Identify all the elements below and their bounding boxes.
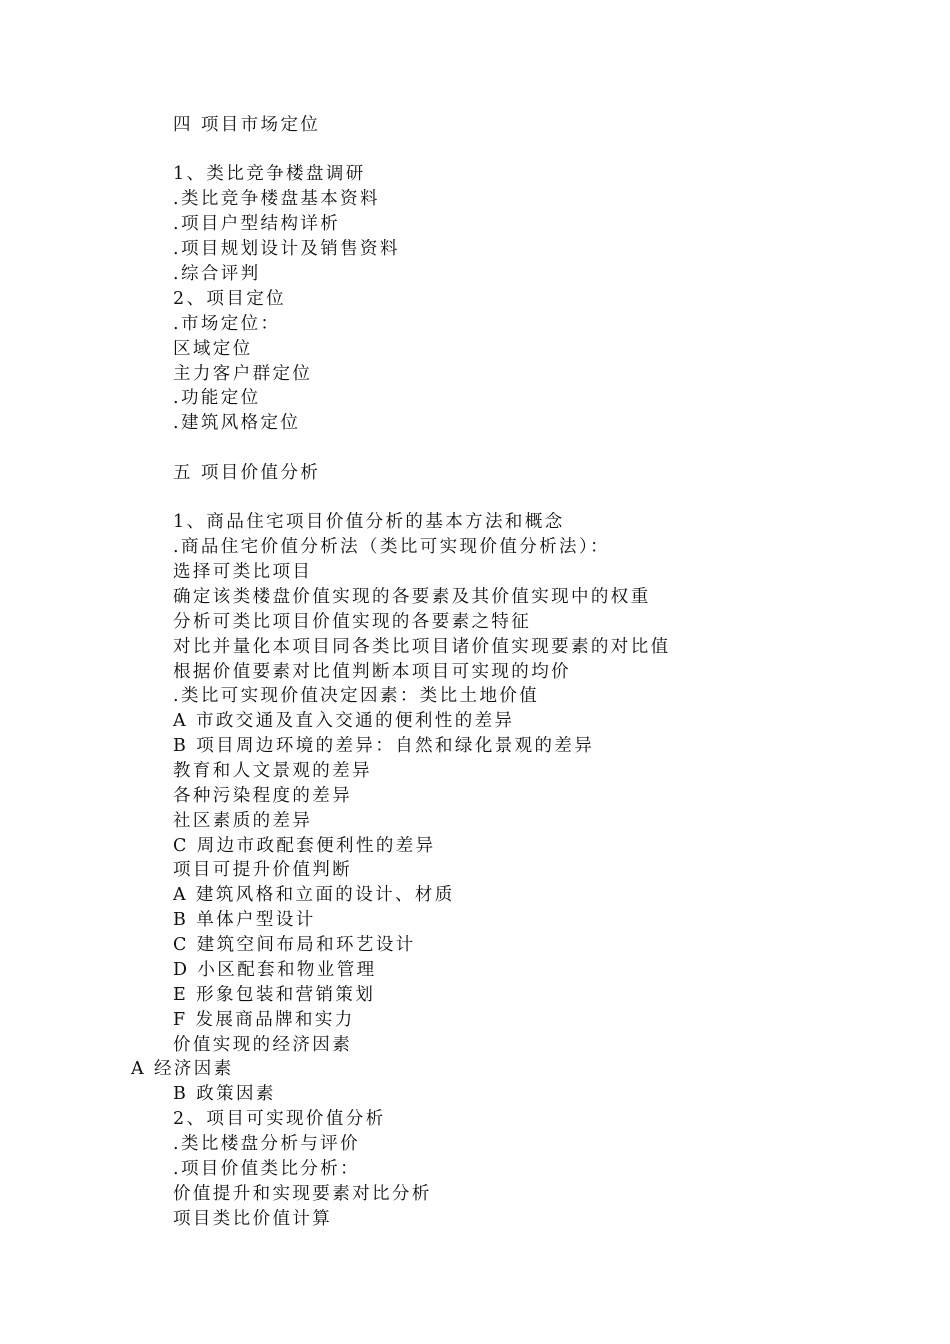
list-item: A 建筑风格和立面的设计、材质: [173, 885, 455, 905]
list-item: B 政策因素: [173, 1084, 276, 1104]
subsection-heading: 1、类比竞争楼盘调研: [173, 164, 366, 184]
list-item: B 项目周边环境的差异：自然和绿化景观的差异: [173, 736, 595, 756]
list-item: 分析可类比项目价值实现的各要素之特征: [173, 612, 532, 632]
list-item: 价值实现的经济因素: [173, 1035, 353, 1055]
list-item: C 周边市政配套便利性的差异: [173, 836, 436, 856]
list-item: 主力客户群定位: [173, 364, 313, 384]
subsection-heading: 1、商品住宅项目价值分析的基本方法和概念: [173, 512, 565, 532]
list-item: C 建筑空间布局和环艺设计: [173, 935, 416, 955]
subsection-heading: 2、项目定位: [173, 289, 287, 309]
list-item: 区域定位: [173, 339, 253, 359]
list-item: 教育和人文景观的差异: [173, 761, 372, 781]
list-item: 对比并量化本项目同各类比项目诸价值实现要素的对比值: [173, 637, 671, 657]
list-item: .商品住宅价值分析法（类比可实现价值分析法）：: [173, 537, 611, 557]
list-item: 确定该类楼盘价值实现的各要素及其价值实现中的权重: [173, 587, 651, 607]
list-item: 社区素质的差异: [173, 811, 313, 831]
subsection-heading: 2、项目可实现价值分析: [173, 1109, 386, 1129]
list-item: 根据价值要素对比值判断本项目可实现的均价: [173, 662, 571, 682]
list-item: .综合评判: [173, 264, 261, 284]
list-item: .类比可实现价值决定因素：类比土地价值: [173, 686, 540, 706]
list-item: .功能定位: [173, 388, 261, 408]
list-item-outdented: A 经济因素: [131, 1059, 234, 1079]
list-item: .项目价值类比分析：: [173, 1159, 361, 1179]
list-item: .建筑风格定位: [173, 413, 301, 433]
list-item: .项目户型结构详析: [173, 214, 341, 234]
list-item: .市场定位：: [173, 314, 281, 334]
list-item: B 单体户型设计: [173, 910, 316, 930]
list-item: D 小区配套和物业管理: [173, 960, 377, 980]
list-item: E 形象包装和营销策划: [173, 985, 376, 1005]
section-heading-5: 五 项目价值分析: [173, 463, 321, 483]
section-heading-4: 四 项目市场定位: [173, 115, 321, 135]
list-item: .类比楼盘分析与评价: [173, 1134, 361, 1154]
list-item: 价值提升和实现要素对比分析: [173, 1184, 432, 1204]
list-item: A 市政交通及直入交通的便利性的差异: [173, 711, 515, 731]
list-item: F 发展商品牌和实力: [173, 1010, 355, 1030]
list-item: .类比竞争楼盘基本资料: [173, 189, 380, 209]
list-item: 各种污染程度的差异: [173, 786, 353, 806]
list-item: .项目规划设计及销售资料: [173, 239, 400, 259]
list-item: 项目可提升价值判断: [173, 860, 353, 880]
list-item: 选择可类比项目: [173, 562, 313, 582]
list-item: 项目类比价值计算: [173, 1209, 333, 1229]
